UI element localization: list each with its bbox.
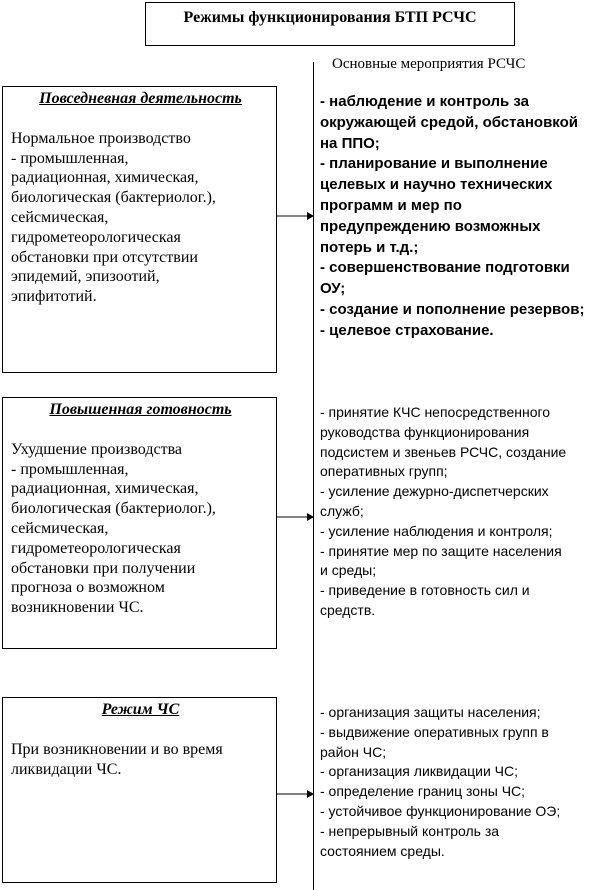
mode-title-daily: Повседневная деятельность <box>39 90 242 107</box>
measures-high-alert: - принятие КЧС непосредственного руководства функционирования подсистем и звеньев РСЧС, создание оперативных групп; - усиление дежурно-диспетчерских служб; - усиление наблюдения и контроля; - принятие мер по защите населения и среды; - приведение в готовность сил и средств. <box>320 404 567 618</box>
arrow-high-alert <box>277 512 315 522</box>
mode-title-high-alert: Повышенная готовность <box>49 401 232 418</box>
measures-daily: - наблюдение и контроль за окружающей средой, обстановкой на ППО; - планирование и выполнение целевых и научно технических программ и мер по предупреждению возможных потерь и т.д.; - совершенствование подготовки ОУ; - создание и пополнение резервов; - целевое страхование. <box>320 93 585 339</box>
measures-header: Основные мероприятия РСЧС <box>332 56 526 72</box>
mode-description-high-alert: Ухудшение производства - промышленная, радиационная, химическая, биологическая (бактериолог.), сейсмическая, гидрометеорологическая обстановки при получении прогноза о возможном возникновении ЧС. <box>11 440 216 617</box>
mode-box-emergency <box>2 697 277 883</box>
mode-description-emergency: При возникновении и во время ликвидации ЧС. <box>11 740 223 778</box>
mode-box-high-alert <box>2 397 277 649</box>
arrow-emergency <box>277 789 315 799</box>
divider-line <box>313 62 314 890</box>
diagram-title: Режимы функционирования БТП РСЧС <box>145 2 515 46</box>
mode-title-emergency: Режим ЧС <box>101 701 180 718</box>
mode-description-daily: Нормальное производство - промышленная, радиационная, химическая, биологическая (бактериолог.), сейсмическая, гидрометеорологическая обстановки при отсутствии эпидемий, эпизоотий, эпифитотий. <box>11 129 216 306</box>
mode-box-daily <box>2 86 277 373</box>
measures-emergency: - организация защиты населения; - выдвижение оперативных групп в район ЧС; - организация ликвидации ЧС; - определение границ зоны ЧС; - устойчивое функционирование ОЭ; - непрерывный контроль за состоянием среды. <box>320 704 561 859</box>
arrow-daily <box>277 211 315 221</box>
